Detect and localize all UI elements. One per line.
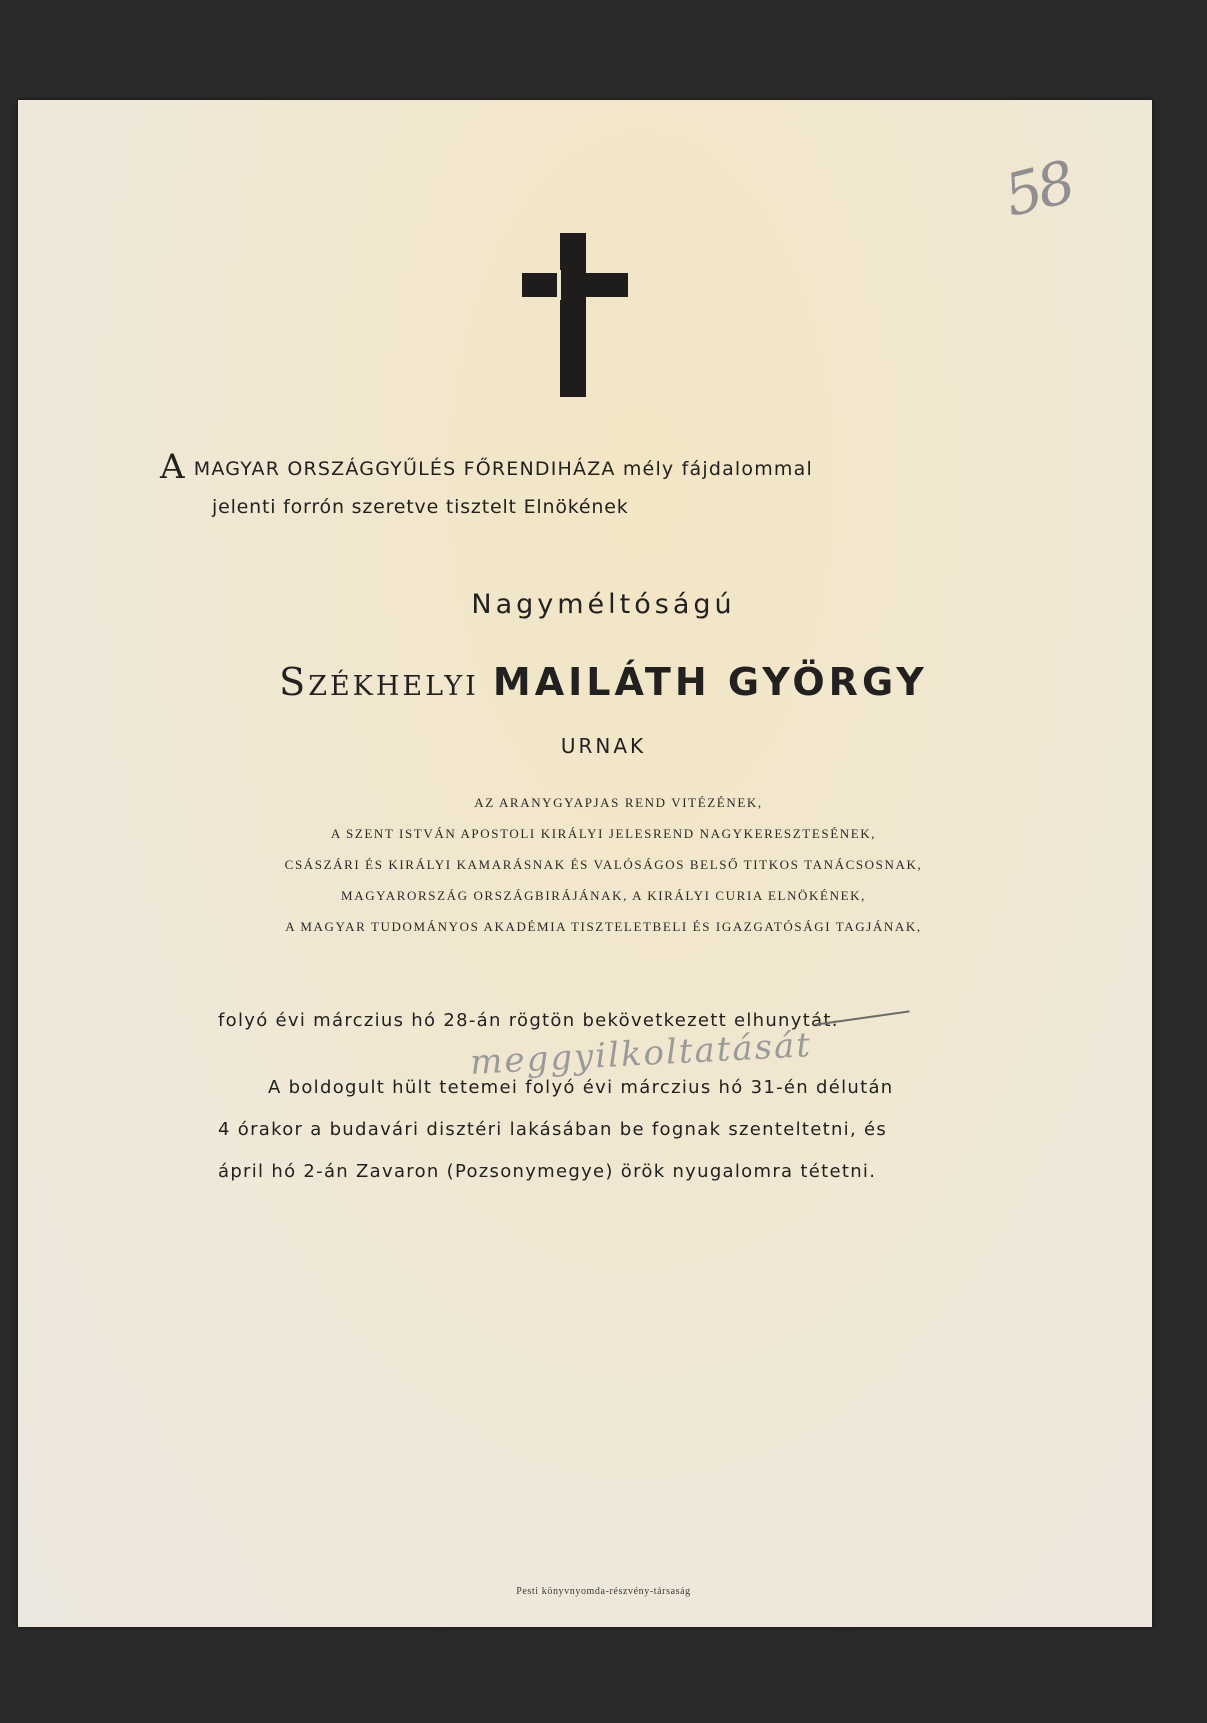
body-line-2: A boldogult hült tetemei folyó évi márczius hó 31-én délután: [268, 1077, 894, 1098]
body-line-4: ápril hó 2-án Zavaron (Pozsonymegye) örök nyugalomra tétetni.: [218, 1161, 877, 1182]
name-prefix: Székhelyi: [279, 660, 479, 704]
handwritten-insert: meggyilkoltatását: [469, 1025, 813, 1083]
deceased-name: [0, 660, 1207, 704]
title-line: CSÁSZÁRI ÉS KIRÁLYI KAMARÁSNAK ÉS VALÓSÁGOS BELSŐ TITKOS TANÁCSOSNAK,: [284, 857, 923, 872]
intro-initial: A: [160, 447, 186, 487]
honorific: Nagyméltóságú: [471, 589, 736, 620]
handwritten-page-number: 58: [997, 148, 1079, 230]
intro-line-2: jelenti forrón szeretve tisztelt Elnökének: [212, 496, 629, 518]
title-line: AZ ARANYGYAPJAS REND VITÉZÉNEK,: [474, 795, 763, 810]
urnak-label: URNAK: [560, 734, 647, 758]
printer-imprint: Pesti könyvnyomda-részvény-társaság: [516, 1586, 691, 1597]
title-line: A SZENT ISTVÁN APOSTOLI KIRÁLYI JELESREND NAGYKERESZTESÉNEK,: [330, 826, 877, 841]
name-surname: MAILÁTH GYÖRGY: [492, 660, 928, 704]
title-line: A MAGYAR TUDOMÁNYOS AKADÉMIA TISZTELETBELI ÉS IGAZGATÓSÁGI TAGJÁNAK,: [285, 919, 922, 934]
intro-line-1-text: MAGYAR ORSZÁGGYŰLÉS FŐRENDIHÁZA mély fájdalommal: [193, 458, 813, 480]
intro-line-1: [160, 447, 813, 487]
title-line: MAGYARORSZÁG ORSZÁGBIRÁJÁNAK, A KIRÁLYI CURIA ELNÖKÉNEK,: [341, 888, 866, 903]
body-line-1: folyó évi márczius hó 28-án rögtön bekövetkezett elhunytát.: [218, 1010, 839, 1031]
body-line-3: 4 órakor a budavári disztéri lakásában be fognak szenteltetni, és: [218, 1119, 888, 1140]
